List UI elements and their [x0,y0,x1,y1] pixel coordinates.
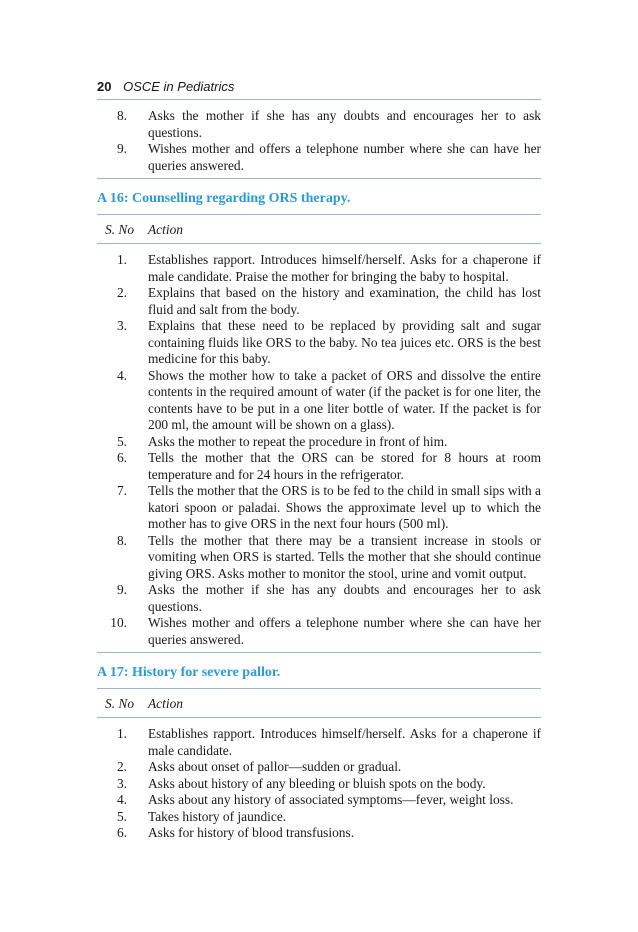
item-number: 5. [116,808,127,824]
section-title-a16: A 16: Counselling regarding ORS therapy. [97,179,541,215]
list-item [97,776,541,793]
item-text: Asks about any history of associated symptoms—fever, weight loss. [148,792,514,807]
list-item [97,318,541,368]
list-item [97,825,541,842]
table-header-a17 [97,689,541,718]
list-item [97,582,541,615]
item-text: Tells the mother that there may be a transient increase in stools or vomiting when ORS is started. Tells the mother that she should continue giving ORS. Asks mother to monitor the stool, urine and vomit output. [148,532,541,581]
item-number: 9. [116,141,127,156]
item-number: 4. [116,367,127,383]
item-number: 1. [116,252,127,267]
running-head [97,78,541,100]
item-text: Asks the mother if she has any doubts and encourages her to ask questions. [148,108,541,140]
item-text: Tells the mother that the ORS is to be fed to the child in small sips with a katori spoon or paladai. Shows the approximate level up to which the mother has to give ORS in the next four hours (500 ml). [148,483,541,531]
item-number: 9. [116,582,127,597]
item-text: Takes history of jaundice. [148,808,287,824]
item-number: 2. [116,285,127,300]
a16-list-block [97,244,541,653]
continued-items-list [97,108,541,174]
list-item [97,450,541,483]
item-number: 10. [110,615,127,630]
item-number: 7. [116,483,127,498]
a16-items-list [97,252,541,648]
column-header-sno: S. No [105,222,135,237]
table-header-a16 [97,215,541,244]
item-number: 4. [116,792,127,807]
column-header-action: Action [148,222,183,237]
item-number: 6. [116,450,127,465]
item-text: Explains that based on the history and examination, the child has lost fluid and salt from the body. [148,285,541,317]
item-text: Shows the mother how to take a packet of ORS and dissolve the entire contents in the required amount of water (if the packet is for one liter, the contents have to be put in a one liter bottle of water. If the packet is for 200 ml, the amount will be shown on a glass). [148,367,541,432]
column-header-sno: S. No [105,696,135,711]
item-number: 2. [116,759,127,774]
list-item [97,285,541,318]
page-number: 20 [97,79,112,94]
item-number: 3. [116,775,127,791]
list-item [97,108,541,141]
list-item [97,615,541,648]
item-text: Tells the mother that the ORS can be stored for 8 hours at room temperature and for 24 hours in the refrigerator. [148,450,541,482]
item-number: 8. [116,532,127,548]
list-item [97,368,541,434]
list-item [97,792,541,809]
list-item [97,533,541,583]
item-text: Establishes rapport. Introduces himself/herself. Asks for a chaperone if male candidate. Praise the mother for bringing the baby to hospital. [148,252,541,284]
list-item [97,252,541,285]
list-item [97,759,541,776]
item-text: Wishes mother and offers a telephone number where she can have her queries answered. [148,615,541,647]
item-text: Asks the mother if she has any doubts and encourages her to ask questions. [148,582,541,614]
column-header-action: Action [148,696,183,711]
item-text: Asks about history of any bleeding or bluish spots on the body. [148,775,486,791]
item-number: 6. [116,825,127,840]
list-item [97,726,541,759]
section-title-a17: A 17: History for severe pallor. [97,653,541,689]
list-item [97,434,541,451]
continued-list-block [97,100,541,179]
book-page [97,78,541,846]
item-text: Asks the mother to repeat the procedure in front of him. [148,433,448,449]
book-title: OSCE in Pediatrics [123,79,235,94]
item-number: 8. [116,108,127,123]
a17-items-list [97,726,541,842]
list-item [97,809,541,826]
list-item [97,141,541,174]
item-number: 3. [116,318,127,333]
item-text: Explains that these need to be replaced by providing salt and sugar containing fluids like ORS to the baby. No tea juices etc. ORS is the best medicine for this baby. [148,318,541,366]
item-text: Asks about onset of pallor—sudden or gradual. [148,759,402,774]
item-text: Wishes mother and offers a telephone number where she can have her queries answered. [148,141,541,173]
a17-list-block [97,718,541,846]
item-number: 1. [116,726,127,741]
item-text: Establishes rapport. Introduces himself/herself. Asks for a chaperone if male candidate. [148,726,541,758]
item-number: 5. [116,433,127,449]
list-item [97,483,541,533]
item-text: Asks for history of blood transfusions. [148,825,355,840]
